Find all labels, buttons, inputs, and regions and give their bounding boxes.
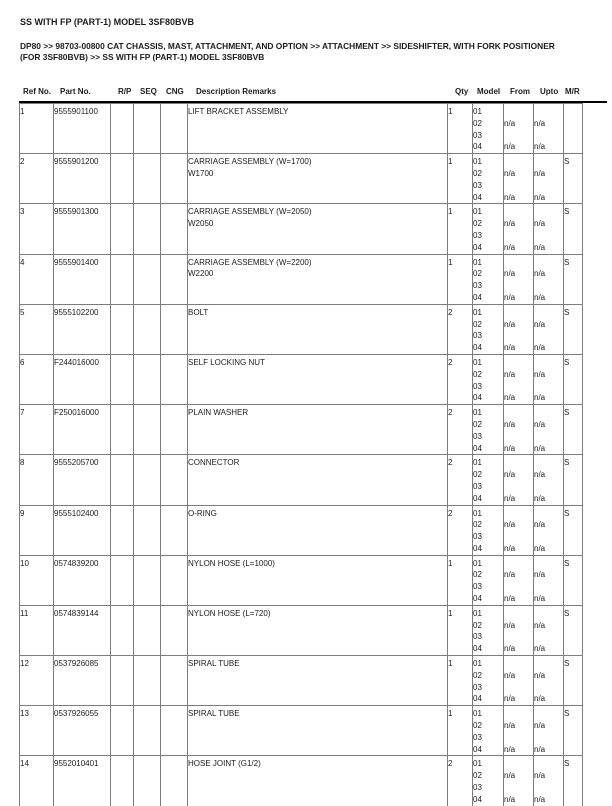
table-row	[20, 555, 583, 605]
table-row	[20, 656, 583, 706]
table-row	[20, 756, 583, 806]
cell-part-no: 9555205700	[54, 455, 111, 505]
cell-ref-no: 1	[20, 104, 54, 154]
cell-qty: 2	[448, 304, 473, 354]
column-header-ref-no: Ref No.	[23, 87, 51, 96]
cell-from: n/a n/a	[504, 104, 534, 154]
cell-qty: 2	[448, 455, 473, 505]
cell-from: n/a n/a	[504, 304, 534, 354]
cell-cng	[161, 204, 188, 254]
cell-seq	[134, 304, 161, 354]
cell-description	[188, 304, 448, 354]
cell-upto: n/a n/a	[534, 204, 564, 254]
cell-cng	[161, 104, 188, 154]
cell-seq	[134, 354, 161, 404]
cell-upto: n/a n/a	[534, 104, 564, 154]
cell-upto: n/a n/a	[534, 254, 564, 304]
cell-rp	[111, 405, 134, 455]
cell-ref-no: 9	[20, 505, 54, 555]
cell-model: 01 02 03 04	[473, 204, 504, 254]
table-row	[20, 605, 583, 655]
cell-mr: S	[564, 706, 583, 756]
table-row	[20, 254, 583, 304]
cell-mr: S	[564, 154, 583, 204]
cell-qty: 2	[448, 505, 473, 555]
cell-description	[188, 254, 448, 304]
description-remark: W1700	[188, 168, 214, 178]
description-text: CARRIAGE ASSEMBLY (W=2050)	[188, 207, 312, 217]
cell-upto: n/a n/a	[534, 405, 564, 455]
table-row	[20, 505, 583, 555]
cell-description	[188, 555, 448, 605]
cell-description	[188, 104, 448, 154]
cell-from: n/a n/a	[504, 656, 534, 706]
cell-seq	[134, 104, 161, 154]
table-header-row	[19, 87, 582, 96]
cell-model: 01 02 03 04	[473, 154, 504, 204]
cell-mr: S	[564, 304, 583, 354]
cell-upto: n/a n/a	[534, 304, 564, 354]
table-row	[20, 304, 583, 354]
cell-mr: S	[564, 505, 583, 555]
cell-upto: n/a n/a	[534, 455, 564, 505]
cell-model: 01 02 03 04	[473, 505, 504, 555]
description-remark	[188, 770, 447, 782]
table-row	[20, 455, 583, 505]
cell-part-no: 9555901400	[54, 254, 111, 304]
cell-seq	[134, 706, 161, 756]
cell-mr	[564, 104, 583, 154]
cell-part-no: 0574839200	[54, 555, 111, 605]
cell-from: n/a n/a	[504, 405, 534, 455]
cell-upto: n/a n/a	[534, 706, 564, 756]
cell-part-no: 9555102200	[54, 304, 111, 354]
cell-upto: n/a n/a	[534, 154, 564, 204]
column-header-rp: R/P	[118, 87, 132, 96]
cell-description	[188, 354, 448, 404]
column-header-model: Model	[477, 87, 501, 96]
description-remark	[188, 419, 447, 431]
cell-from: n/a n/a	[504, 154, 534, 204]
cell-mr: S	[564, 756, 583, 806]
cell-seq	[134, 505, 161, 555]
description-text: NYLON HOSE (L=1000)	[188, 558, 275, 568]
description-text: SELF LOCKING NUT	[188, 357, 265, 367]
table-row	[20, 405, 583, 455]
cell-qty: 1	[448, 555, 473, 605]
cell-mr: S	[564, 204, 583, 254]
cell-ref-no: 3	[20, 204, 54, 254]
cell-cng	[161, 154, 188, 204]
cell-model: 01 02 03 04	[473, 354, 504, 404]
description-text: CARRIAGE ASSEMBLY (W=1700)	[188, 157, 312, 167]
description-text: NYLON HOSE (L=720)	[188, 608, 271, 618]
cell-part-no: 9555901200	[54, 154, 111, 204]
cell-seq	[134, 555, 161, 605]
cell-cng	[161, 555, 188, 605]
description-remark	[188, 469, 447, 481]
cell-mr: S	[564, 254, 583, 304]
description-text: CARRIAGE ASSEMBLY (W=2200)	[188, 257, 312, 267]
cell-model: 01 02 03 04	[473, 706, 504, 756]
cell-seq	[134, 605, 161, 655]
cell-description	[188, 154, 448, 204]
cell-qty: 2	[448, 405, 473, 455]
description-text: BOLT	[188, 307, 209, 317]
cell-mr: S	[564, 555, 583, 605]
table-row	[20, 104, 583, 154]
cell-mr: S	[564, 656, 583, 706]
cell-seq	[134, 204, 161, 254]
cell-from: n/a n/a	[504, 706, 534, 756]
cell-ref-no: 5	[20, 304, 54, 354]
cell-rp	[111, 104, 134, 154]
cell-from: n/a n/a	[504, 756, 534, 806]
cell-upto: n/a n/a	[534, 756, 564, 806]
cell-part-no: F250016000	[54, 405, 111, 455]
cell-upto: n/a n/a	[534, 555, 564, 605]
cell-cng	[161, 254, 188, 304]
parts-table-body	[20, 104, 583, 806]
cell-ref-no: 13	[20, 706, 54, 756]
cell-qty: 1	[448, 204, 473, 254]
cell-description	[188, 756, 448, 806]
cell-part-no: 0537926085	[54, 656, 111, 706]
cell-part-no: 0574839144	[54, 605, 111, 655]
cell-qty: 1	[448, 706, 473, 756]
cell-upto: n/a n/a	[534, 354, 564, 404]
cell-model: 01 02 03 04	[473, 605, 504, 655]
description-text: O-RING	[188, 508, 217, 518]
cell-rp	[111, 505, 134, 555]
cell-qty: 2	[448, 756, 473, 806]
description-remark: W2050	[188, 219, 214, 229]
table-row	[20, 706, 583, 756]
cell-ref-no: 8	[20, 455, 54, 505]
cell-seq	[134, 756, 161, 806]
cell-part-no: 9552010401	[54, 756, 111, 806]
cell-rp	[111, 656, 134, 706]
breadcrumb: DP80 >> 98703-00800 CAT CHASSIS, MAST, ATTACHMENT, AND OPTION >> ATTACHMENT >> SIDESHIFTER, WITH FORK POSITIONER (FOR 3SF80BVB) >> SS WITH FP (PART-1) MODEL 3SF80BVB	[20, 41, 555, 62]
cell-from: n/a n/a	[504, 455, 534, 505]
cell-cng	[161, 354, 188, 404]
cell-description	[188, 706, 448, 756]
description-remark	[188, 569, 447, 581]
table-row	[20, 204, 583, 254]
description-remark: W2200	[188, 269, 214, 279]
cell-from: n/a n/a	[504, 354, 534, 404]
cell-rp	[111, 304, 134, 354]
cell-model: 01 02 03 04	[473, 555, 504, 605]
page-title: SS WITH FP (PART-1) MODEL 3SF80BVB	[20, 17, 195, 27]
cell-description	[188, 656, 448, 706]
cell-rp	[111, 204, 134, 254]
cell-rp	[111, 555, 134, 605]
cell-part-no: 0537926055	[54, 706, 111, 756]
cell-from: n/a n/a	[504, 254, 534, 304]
cell-rp	[111, 756, 134, 806]
cell-mr: S	[564, 405, 583, 455]
table-row	[20, 154, 583, 204]
cell-seq	[134, 455, 161, 505]
cell-rp	[111, 605, 134, 655]
cell-rp	[111, 354, 134, 404]
cell-description	[188, 605, 448, 655]
cell-qty: 1	[448, 656, 473, 706]
column-header-upto: Upto	[540, 87, 559, 96]
cell-ref-no: 12	[20, 656, 54, 706]
cell-rp	[111, 455, 134, 505]
cell-rp	[111, 154, 134, 204]
description-remark	[188, 720, 447, 732]
description-text: PLAIN WASHER	[188, 408, 249, 418]
column-header-part-no: Part No.	[60, 87, 91, 96]
cell-from: n/a n/a	[504, 555, 534, 605]
description-text: LIFT BRACKET ASSEMBLY	[188, 107, 289, 116]
cell-upto: n/a n/a	[534, 505, 564, 555]
cell-seq	[134, 405, 161, 455]
column-header-qty: Qty	[455, 87, 469, 96]
cell-model: 01 02 03 04	[473, 104, 504, 154]
cell-mr: S	[564, 605, 583, 655]
cell-cng	[161, 706, 188, 756]
cell-model: 01 02 03 04	[473, 254, 504, 304]
column-header-from: From	[510, 87, 530, 96]
description-text: SPIRAL TUBE	[188, 709, 240, 719]
cell-qty: 1	[448, 605, 473, 655]
description-text: SPIRAL TUBE	[188, 659, 240, 669]
cell-from: n/a n/a	[504, 204, 534, 254]
cell-cng	[161, 656, 188, 706]
cell-model: 01 02 03 04	[473, 455, 504, 505]
parts-table	[19, 103, 583, 806]
description-remark	[188, 670, 447, 682]
cell-upto: n/a n/a	[534, 605, 564, 655]
column-header-mr: M/R	[565, 87, 580, 96]
column-header-cng: CNG	[166, 87, 184, 96]
cell-qty: 1	[448, 104, 473, 154]
cell-ref-no: 10	[20, 555, 54, 605]
cell-mr: S	[564, 455, 583, 505]
cell-ref-no: 2	[20, 154, 54, 204]
cell-cng	[161, 405, 188, 455]
cell-rp	[111, 706, 134, 756]
cell-cng	[161, 605, 188, 655]
cell-model: 01 02 03 04	[473, 304, 504, 354]
column-header-description: Description Remarks	[196, 87, 277, 96]
description-remark	[188, 319, 447, 331]
cell-part-no: 9555102400	[54, 505, 111, 555]
table-row	[20, 354, 583, 404]
cell-cng	[161, 455, 188, 505]
cell-qty: 1	[448, 254, 473, 304]
cell-rp	[111, 254, 134, 304]
cell-model: 01 02 03 04	[473, 756, 504, 806]
description-remark	[188, 620, 447, 632]
cell-ref-no: 6	[20, 354, 54, 404]
cell-seq	[134, 154, 161, 204]
cell-from: n/a n/a	[504, 505, 534, 555]
description-text: CONNECTOR	[188, 458, 240, 468]
cell-ref-no: 11	[20, 605, 54, 655]
cell-model: 01 02 03 04	[473, 405, 504, 455]
cell-part-no: F244016000	[54, 354, 111, 404]
cell-ref-no: 4	[20, 254, 54, 304]
cell-cng	[161, 756, 188, 806]
cell-part-no: 9555901300	[54, 204, 111, 254]
description-remark	[188, 519, 447, 531]
cell-seq	[134, 656, 161, 706]
cell-from: n/a n/a	[504, 605, 534, 655]
cell-qty: 2	[448, 354, 473, 404]
cell-description	[188, 505, 448, 555]
cell-cng	[161, 304, 188, 354]
cell-mr: S	[564, 354, 583, 404]
column-header-seq: SEQ	[140, 87, 157, 96]
description-remark	[188, 369, 447, 381]
cell-description	[188, 405, 448, 455]
cell-seq	[134, 254, 161, 304]
cell-model: 01 02 03 04	[473, 656, 504, 706]
cell-part-no: 9555901100	[54, 104, 111, 154]
cell-cng	[161, 505, 188, 555]
cell-ref-no: 7	[20, 405, 54, 455]
cell-ref-no: 14	[20, 756, 54, 806]
cell-description	[188, 455, 448, 505]
cell-description	[188, 204, 448, 254]
cell-qty: 1	[448, 154, 473, 204]
cell-upto: n/a n/a	[534, 656, 564, 706]
description-text: HOSE JOINT (G1/2)	[188, 759, 261, 769]
description-remark	[188, 118, 447, 130]
